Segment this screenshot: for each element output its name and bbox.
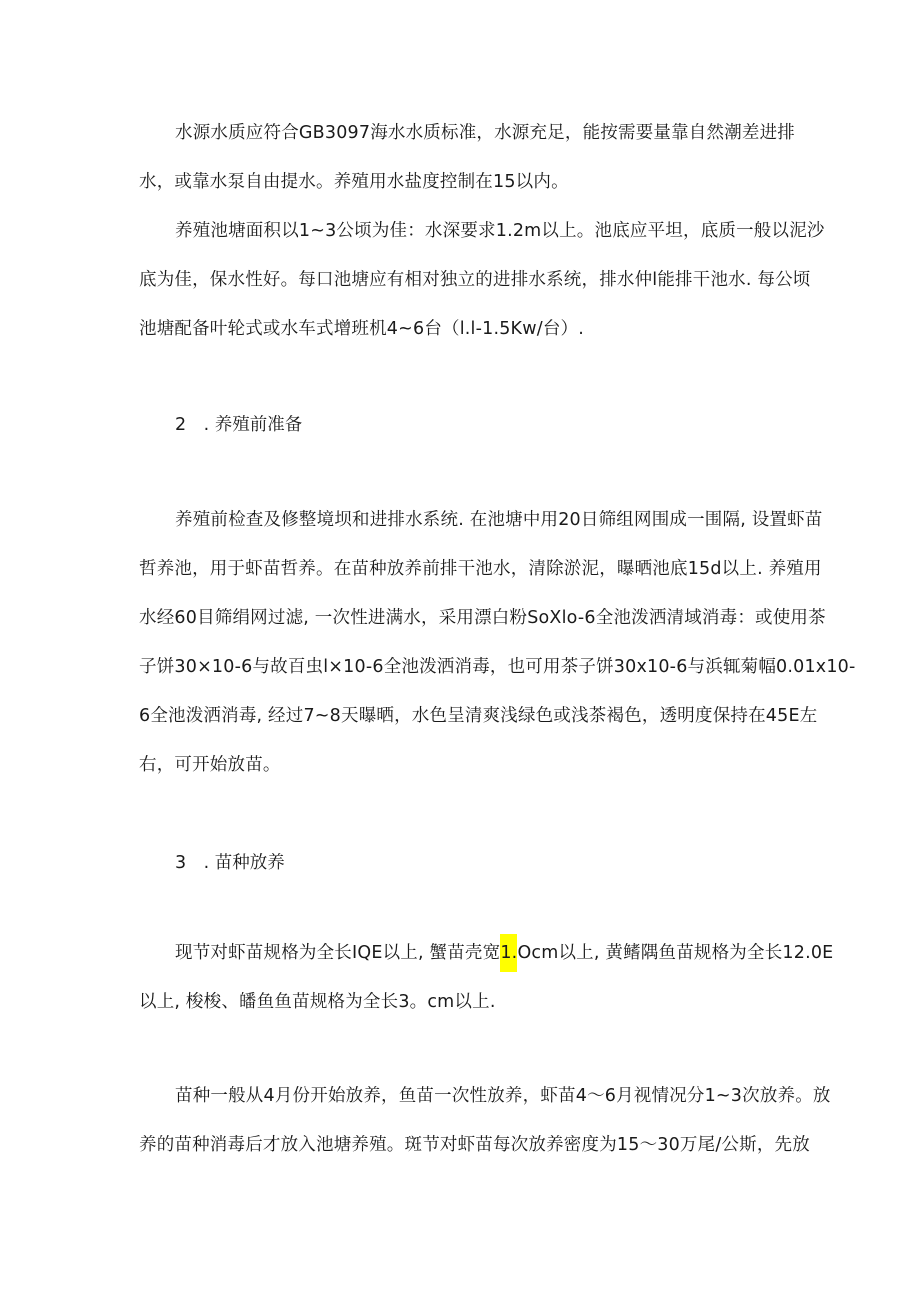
paragraph-2-line-2: 底为佳，保水性好。每口池塘应有相对独立的进排水系统，排水仲l能排干池水. 每公顷: [139, 270, 811, 290]
paragraph-3-line-4: 子饼30×10-6与故百虫l×10-6全池泼洒消毒，也可用茶子饼30x10-6与浜辄菊幅0.01x10-: [139, 657, 856, 677]
paragraph-4-line-2: 以上, 梭梭、皤鱼鱼苗规格为全长3。cm以上.: [139, 992, 496, 1012]
paragraph-2-line-1: 养殖池塘面积以1~3公顷为佳：水深要求1.2m以上。池底应平坦，底质一般以泥沙: [175, 221, 825, 241]
paragraph-1-line-2: 水，或靠水泵自由提水。养殖用水盐度控制在15以内。: [139, 172, 569, 192]
paragraph-4-text-before: 现节对虾苗规格为全长IQE以上, 蟹苗壳宽: [175, 943, 501, 963]
paragraph-5-line-2: 养的苗种消毒后才放入池塘养殖。斑节对虾苗每次放养密度为15～30万尾/公斯，先放: [139, 1135, 810, 1155]
paragraph-5-line-1: 苗种一般从4月份开始放养，鱼苗一次性放养，虾苗4～6月视情况分1~3次放养。放: [175, 1086, 831, 1106]
highlighted-text: 1.: [500, 934, 517, 972]
paragraph-3-line-2: 哲养池，用于虾苗哲养。在苗种放养前排干池水，清除淤泥，曝晒池底15d以上. 养殖用: [139, 559, 822, 579]
paragraph-4-text-after: Ocm以上, 黄鳍隅鱼苗规格为全长12.0E: [517, 943, 834, 963]
paragraph-4-line-1: [175, 941, 833, 965]
section-heading-3: 3 . 苗种放养: [175, 853, 285, 873]
paragraph-3-line-6: 右，可开始放苗。: [139, 755, 281, 775]
paragraph-2-line-3: 池塘配备叶轮式或水车式增班机4~6台（l.l-1.5Kw/台）.: [139, 319, 585, 339]
paragraph-3-line-5: 6全池泼洒消毒, 经过7~8天曝晒，水色呈清爽浅绿色或浅茶褐色，透明度保持在45E左: [139, 706, 818, 726]
paragraph-3-line-1: 养殖前检查及修整境坝和进排水系统. 在池塘中用20日筛组网围成一围隔, 设置虾苗: [175, 510, 823, 530]
paragraph-1-line-1: 水源水质应符合GB3097海水水质标准，水源充足，能按需要量靠自然潮差进排: [175, 123, 796, 143]
section-heading-2: 2 . 养殖前准备: [175, 415, 303, 435]
paragraph-3-line-3: 水经60目筛绢网过滤, 一次性进满水，采用漂白粉SoXlo-6全池泼洒清域消毒：或使用茶: [139, 608, 826, 628]
